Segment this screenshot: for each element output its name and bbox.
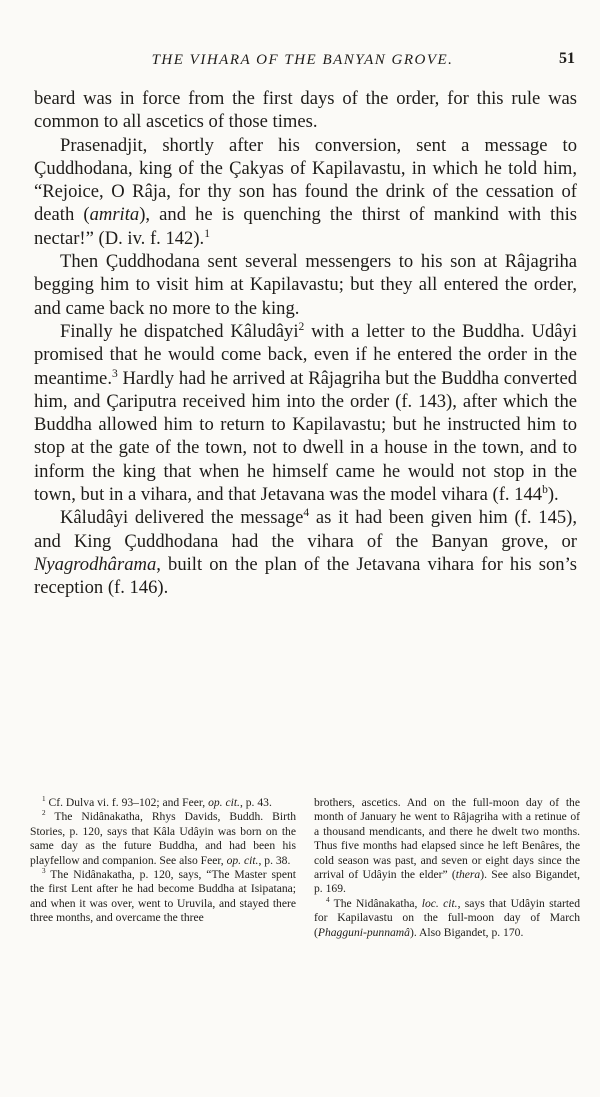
text-run: Prasenadjit, shortly after his conversion, sent a message to Çuddhodana, king of the Çakyas of Kapilavastu, in which he told him, “Rejoice, O Râja, for thy son has found the drink of the cessation of death ( [34,134,577,226]
text-run: The Nidânakatha, Rhys Davids, Buddh. Birth Stories, p. 120, says that Kâla Udâyin was born on the same day as the future Buddha, and had been his playfellow and companion. See also Feer, [30,810,296,867]
body-paragraph [34,134,577,250]
text-run: Then Çuddhodana sent several messengers to his son at Râjagriha begging him to visit him at Kapilavastu; but they all entered the order, and came back no more to the king. [34,251,577,319]
italic-text: op. cit. [226,853,259,867]
body-paragraph [34,320,577,506]
italic-text: thera [455,868,481,882]
footnote [314,897,580,940]
body-paragraph [34,87,577,134]
footnote-ref: 1 [42,795,46,804]
footnote-ref: b [542,483,548,496]
italic-text: loc. cit. [421,896,458,910]
text-run: brothers, ascetics. And on the full-moon day of the month of January he went to Râjagriha with a retinue of a thousand mendicants, and there he dwelt two months. Thus five months had elapsed since he left Benâres, the cold season was past, and seven or eight days since the arrival of Udâyin the elder” ( [314,796,580,882]
text-run: as it had been given him (f. 145), and King Çuddhodana had the vihara of the Banyan grove, or [34,507,578,552]
footnote-ref: 2 [298,320,305,333]
text-run: ). Also Bigandet, p. 170. [409,925,524,939]
text-run: The Nidânakatha, [329,896,422,910]
running-title: THE VIHARA OF THE BANYAN GROVE. [151,52,454,68]
text-run: , p. 43. [239,796,272,809]
main-text [34,87,577,600]
footnotes-left-column [30,796,296,940]
italic-text: op. cit. [208,796,240,809]
text-run: ), and he is quenching the thirst of mankind with this nectar!” (D. iv. f. 142). [34,204,577,249]
text-run: with a letter to the Buddha. Udâyi promised that he would come back, even if he entered the order in the meantime. [34,320,577,389]
text-run: Kâludâyi delivered the message [60,507,304,529]
footnote-ref: 3 [42,867,46,876]
text-run: , built on the plan of the Jetavana vihara for his son’s reception (f. 146). [34,553,577,599]
italic-text: amrita [89,204,140,226]
body-paragraph [34,250,577,320]
footnotes [30,796,580,940]
footnotes-right-column [314,796,580,940]
text-run: beard was in force from the first days of the order, for this rule was common to all ascetics of those times. [34,88,577,133]
footnote-ref: 1 [204,227,210,240]
text-run: Cf. Dulva vi. f. 93–102; and Feer, [45,796,209,809]
footnote [30,810,296,868]
text-run: Hardly had he arrived at Râjagriha but the Buddha converted him, and Çariputra received him into the order (f. 143), after which the Buddha allowed him to return to Kapilavastu; but he instructed him to stop at the gate of the town, not to dwell in a house in the town, and to inform the king that when he himself came he would not stop in the town, but in a vihara, and that Jetavana was the model vihara (f. 144 [34,367,577,506]
footnote [30,796,296,810]
italic-text: Phagguni-punnamâ [317,925,410,939]
footnote-ref: 4 [303,507,310,520]
footnote [30,868,296,926]
text-run: ). See also Bigandet, p. 169. [314,868,580,896]
running-header [30,50,575,74]
text-run: , says that Udâyin started for Kapilavastu on the full-moon day of March ( [314,896,581,939]
page-number: 51 [559,50,575,67]
text-run: , p. 38. [258,853,291,867]
footnote-ref: 2 [42,809,46,818]
footnote-ref: 4 [326,895,330,904]
text-run: The Nidânakatha, p. 120, says, “The Master spent the first Lent after he had become Buddha at Isipatana; and when it was over, went to Uruvila, and stayed there three months, and overcame the three [30,868,296,925]
footnote [314,796,580,897]
italic-text: Nyagrodhârama [34,553,157,575]
text-run: ). [547,484,559,506]
body-paragraph [34,506,577,599]
text-run: Finally he dispatched Kâludâyi [60,320,299,342]
footnote-ref: 3 [111,367,118,380]
